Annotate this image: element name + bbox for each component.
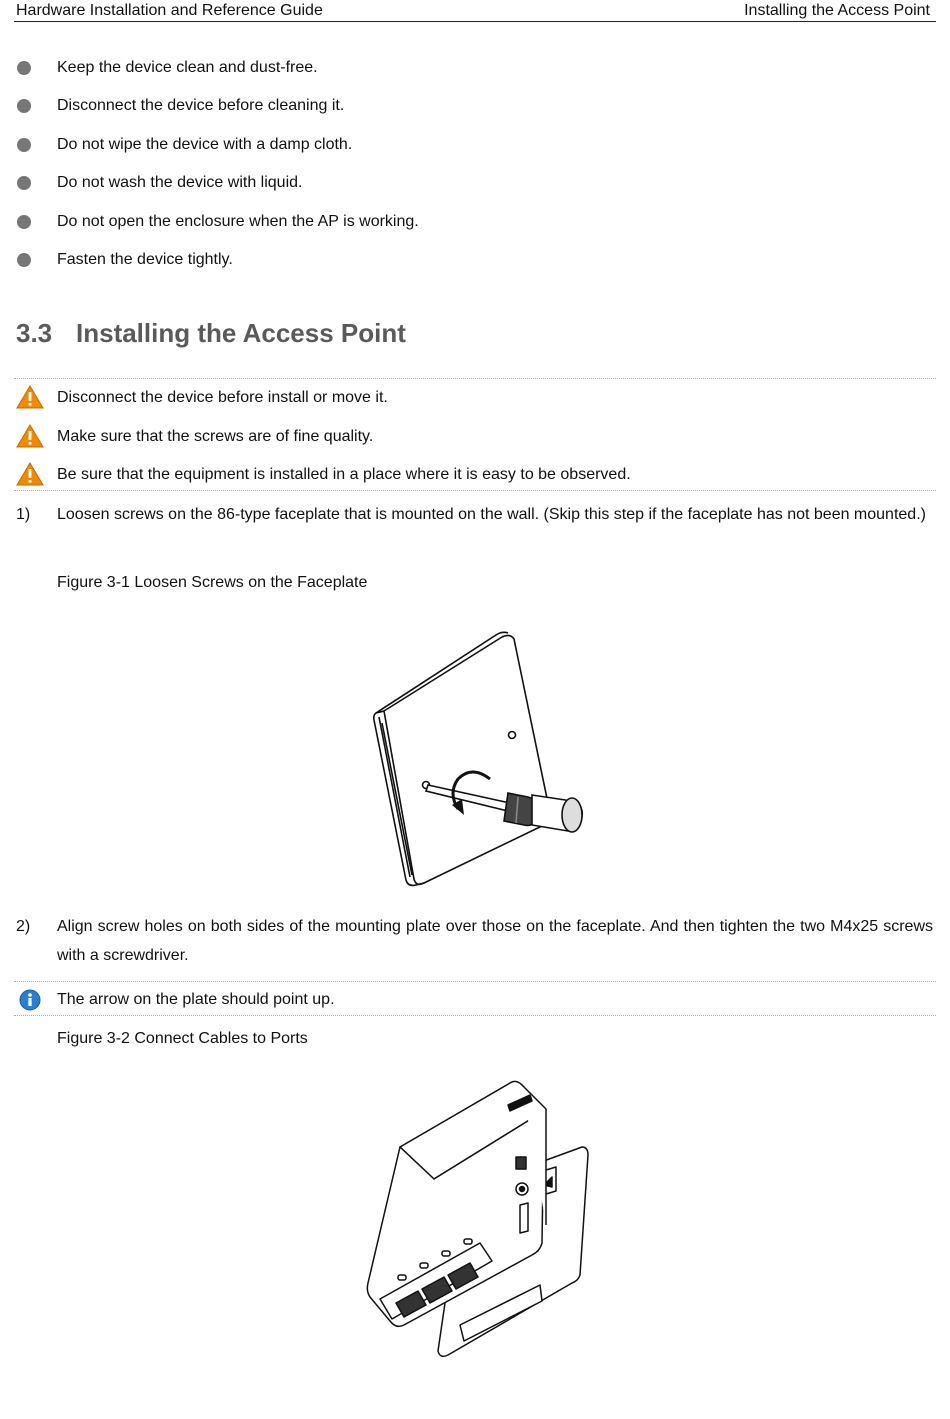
figure-caption: Figure 3-2 Connect Cables to Ports — [57, 1030, 308, 1047]
note-bottom-rule — [14, 1015, 936, 1016]
bullet-dot-icon — [17, 253, 31, 267]
access-point-mounting-illustration — [360, 1075, 600, 1370]
bullet-dot-icon — [17, 215, 31, 229]
header-rule — [14, 21, 936, 22]
caution-bottom-rule — [14, 490, 936, 491]
bullet-text: Keep the device clean and dust-free. — [57, 59, 318, 76]
running-header-section: Installing the Access Point — [744, 2, 930, 19]
bullet-text: Fasten the device tightly. — [57, 251, 233, 268]
warning-icon — [16, 424, 44, 448]
note-text: The arrow on the plate should point up. — [57, 991, 335, 1008]
figure-caption: Figure 3-1 Loosen Screws on the Faceplate — [57, 574, 368, 591]
running-header-title: Hardware Installation and Reference Guide — [16, 2, 323, 19]
step-number: 2) — [16, 918, 31, 935]
section-heading — [16, 318, 406, 349]
info-icon — [19, 989, 41, 1011]
warning-icon — [16, 462, 44, 486]
caution-text: Make sure that the screws are of fine quality. — [57, 428, 374, 445]
caution-top-rule — [14, 378, 936, 379]
step-text: Align screw holes on both sides of the mounting plate over those on the faceplate. And then tighten the two M4x25 screws with a screwdriver. — [57, 918, 933, 964]
bullet-dot-icon — [17, 138, 31, 152]
bullet-text: Disconnect the device before cleaning it. — [57, 97, 345, 114]
bullet-dot-icon — [17, 99, 31, 113]
caution-text: Disconnect the device before install or move it. — [57, 389, 388, 406]
note-top-rule — [14, 981, 936, 982]
warning-icon — [16, 385, 44, 409]
faceplate-screwdriver-illustration — [360, 625, 600, 890]
section-title: Installing the Access Point — [76, 318, 406, 348]
bullet-text: Do not wash the device with liquid. — [57, 174, 303, 191]
bullet-text: Do not open the enclosure when the AP is working. — [57, 213, 419, 230]
bullet-text: Do not wipe the device with a damp cloth. — [57, 136, 353, 153]
step-text: Loosen screws on the 86-type faceplate that is mounted on the wall. (Skip this step if the faceplate has not been mounted.) — [57, 506, 926, 523]
bullet-dot-icon — [17, 176, 31, 190]
caution-text: Be sure that the equipment is installed in a place where it is easy to be observed. — [57, 466, 631, 483]
step-number: 1) — [16, 506, 31, 523]
section-number: 3.3 — [16, 318, 53, 348]
bullet-dot-icon — [17, 61, 31, 75]
